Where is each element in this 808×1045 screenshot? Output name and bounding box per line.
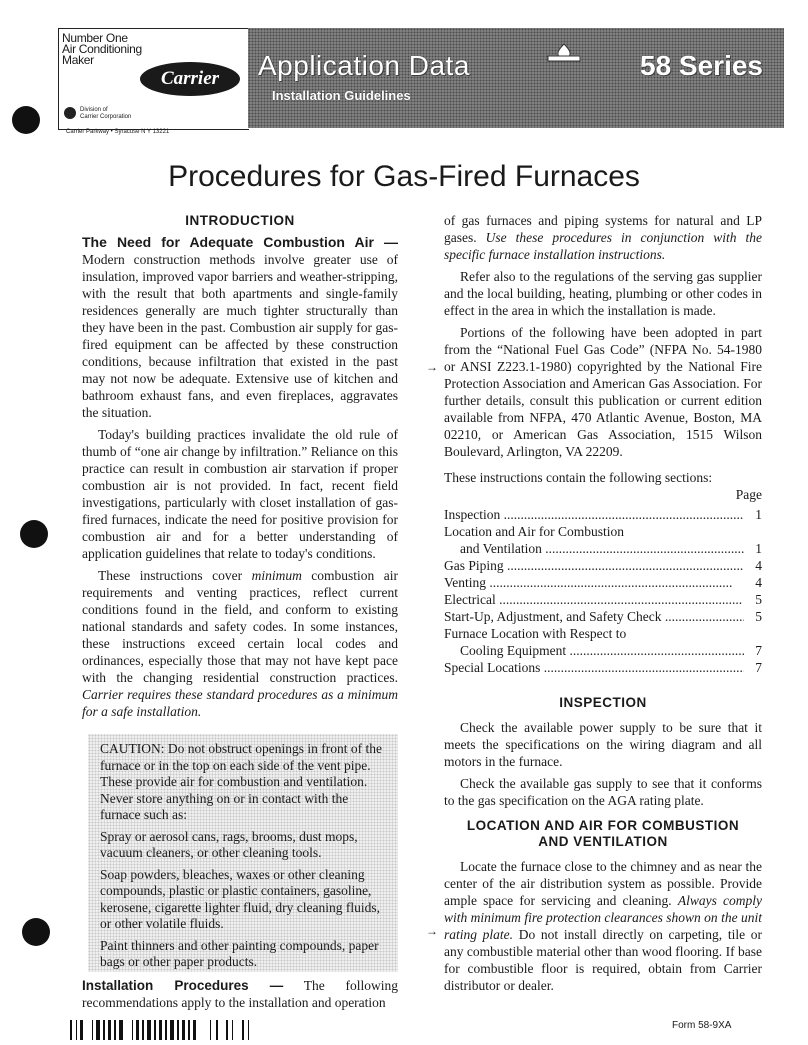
paragraph-text: Modern construction methods involve greater use of insulation, improved vapor barriers and weather-stripping, with the result that both apartments and single-family residences generally are much tighter structurally than they have been in the past. Combustion air supply for gas-fired equipment can be affected by these construction conditions, because infiltration that existed in the past may not now be adequate. Extensive use of kitchen and bathroom exhaust fans, and even fireplaces, aggravates the situation.	[82, 252, 398, 420]
toc-page	[744, 625, 762, 642]
punch-hole	[20, 520, 48, 548]
toc-row	[444, 540, 762, 557]
toc-row	[444, 659, 762, 676]
toc-row	[444, 574, 762, 591]
right-column	[444, 212, 762, 994]
toc-page: 7	[755, 643, 762, 658]
toc-label: Location and Air for Combustion	[444, 524, 624, 539]
table-of-contents	[444, 506, 762, 676]
intro-heading: INTRODUCTION	[185, 213, 295, 228]
emphasis: Use these procedures in conjunction with the specific furnace installation instructions.	[444, 230, 762, 262]
toc-label: Special Locations .....	[444, 659, 744, 676]
paragraph: Check the available gas supply to see that it conforms to the gas specification on the AGA rating plate.	[444, 776, 762, 808]
toc-label: Start-Up, Adjustment, and Safety Check .....	[444, 608, 744, 625]
revision-arrow-icon: →	[426, 360, 438, 374]
paragraph: Portions of the following have been adopted in part from the “National Fuel Gas Code” (NFPA No. 54-1980 or ANSI Z223.1-1980) copyrighted by the National Fire Protection Association and American Gas Association. For further details, consult this publication or current edition available from NFPA, 470 Atlantic Avenue, Boston, MA 02210, or American Gas Association, 1515 Wilson Boulevard, Arlington, VA 22209.	[444, 325, 762, 459]
paragraph	[82, 567, 398, 720]
paragraph	[444, 212, 762, 263]
series-label: 58 Series	[640, 50, 763, 81]
inspection-heading: INSPECTION	[559, 695, 647, 710]
emphasis: Always comply with minimum fire protection clearances shown on the unit rating plate.	[444, 893, 762, 942]
left-column	[82, 212, 398, 720]
toc-page-label: Page	[735, 487, 762, 502]
toc-label: Gas Piping .....	[444, 557, 744, 574]
toc-page: 4	[755, 558, 762, 573]
emphasis: Carrier requires these standard procedures as a minimum for a safe installation.	[82, 687, 398, 719]
paragraph-text: These instructions cover	[98, 568, 252, 583]
banner-title: Application Data	[258, 50, 470, 81]
toc-page: 1	[755, 541, 762, 556]
paragraph: These instructions contain the following sections:	[444, 470, 713, 485]
carrier-emblem-icon	[64, 107, 76, 119]
revision-arrow-icon: →	[426, 924, 438, 938]
heading-line: AND VENTILATION	[538, 834, 668, 849]
paragraph-text: Do not install directly on carpeting, tile or any combustible material other than wood flooring. If base for combustible floor is required, obtain from Carrier distributor or dealer.	[444, 927, 762, 993]
toc-label: and Ventilation .....	[460, 540, 744, 557]
form-number: Form 58-9XA	[672, 1020, 732, 1031]
toc-row	[444, 625, 762, 642]
toc-row	[444, 523, 762, 540]
paragraph-lead: The Need for Adequate Combustion Air —	[82, 234, 398, 250]
toc-page: 1	[755, 507, 762, 522]
tagline-line: Maker	[62, 53, 94, 67]
punch-hole	[12, 106, 40, 134]
toc-label: Inspection .....	[444, 506, 744, 523]
division-text	[80, 107, 131, 121]
caution-paragraph: Spray or aerosol cans, rags, brooms, dust mops, vacuum cleaners, or other cleaning tools.	[100, 828, 358, 860]
division-line: Carrier Corporation	[80, 114, 132, 120]
toc-row	[444, 506, 762, 523]
paragraph: Refer also to the regulations of the serving gas supplier and the local building, heating, plumbing or other codes in effect in the area in which the installation is made.	[444, 269, 762, 318]
toc-page: 7	[755, 660, 762, 675]
paragraph: Today's building practices invalidate the old rule of thumb of “one air change by infiltration.” Reliance on this practice can result in combustion air starvation if proper combustion air is not provided. In fact, recent field investigations, particularly with closet installation of gas-fired furnaces, indicate the need for positive provision for combustion air and for a better understanding of application guidelines that relate to today's conditions.	[82, 427, 398, 561]
location-heading	[444, 818, 762, 850]
paragraph	[82, 234, 398, 421]
paragraph-text: Locate the furnace close to the chimney and as near the center of the air distribution system as possible. Provide ample space for servicing and cleaning.	[444, 859, 762, 908]
paragraph: Check the available power supply to be sure that it meets the specifications on the wiring diagram and all motors in the furnace.	[444, 720, 762, 769]
tagline-line: Number One	[62, 31, 128, 45]
address: Carrier Parkway • Syracuse N Y 13221	[66, 129, 170, 135]
toc-label: Cooling Equipment .....	[460, 642, 744, 659]
tagline	[62, 33, 142, 66]
toc-label: Furnace Location with Respect to	[444, 626, 627, 641]
toc-row	[444, 608, 762, 625]
barcode-icon	[70, 1018, 260, 1040]
paragraph-lead: Installation Procedures —	[82, 978, 284, 993]
caution-paragraph: CAUTION: Do not obstruct openings in front of the furnace or in the top on each side of the vent pipe. These provide air for combustion and ventilation. Never store anything on or in contact with the furnace such as:	[100, 741, 382, 822]
division-line: Division of	[80, 107, 108, 113]
installation-procedures	[82, 977, 398, 1011]
caution-text	[100, 741, 392, 971]
paragraph	[444, 858, 762, 994]
caution-paragraph: Paint thinners and other painting compounds, paper bags or other paper products.	[100, 937, 379, 969]
paragraph	[82, 977, 398, 1011]
flame-icon	[546, 42, 582, 64]
toc-row	[444, 591, 762, 608]
tagline-line: Air Conditioning	[62, 42, 142, 56]
toc-label: Electrical .....	[444, 591, 744, 608]
emphasis: minimum	[251, 568, 302, 583]
toc-page: 4	[755, 575, 762, 590]
caution-paragraph: Soap powders, bleaches, waxes or other cleaning compounds, plastic or plastic containers, gasoline, kerosene, cigarette lighter fluid, dry cleaning fluids, or other volatile fluids.	[100, 866, 381, 931]
paragraph-text: The following recommendations apply to the installation and operation	[82, 978, 398, 1010]
toc-page	[744, 523, 762, 540]
page-title: Procedures for Gas-Fired Furnaces	[168, 160, 640, 193]
toc-row	[444, 557, 762, 574]
toc-page: 5	[755, 592, 762, 607]
punch-hole	[22, 918, 50, 946]
paragraph-text: combustion air requirements and venting practices, reflect current conditions found in the field, and conform to existing national standards and safety codes. In some instances, these instructions exceed certain local codes and ordinances, especially those that may not have kept pace with the changing residential construction practices.	[82, 568, 398, 685]
toc-label: Venting .....	[444, 574, 744, 591]
toc-page: 5	[755, 609, 762, 624]
carrier-logo: Carrier	[140, 62, 240, 96]
heading-line: LOCATION AND AIR FOR COMBUSTION	[466, 818, 740, 833]
paragraph-text: of gas furnaces and piping systems for natural and LP gases.	[444, 213, 762, 245]
banner-subtitle: Installation Guidelines	[272, 88, 411, 103]
toc-row	[444, 642, 762, 659]
